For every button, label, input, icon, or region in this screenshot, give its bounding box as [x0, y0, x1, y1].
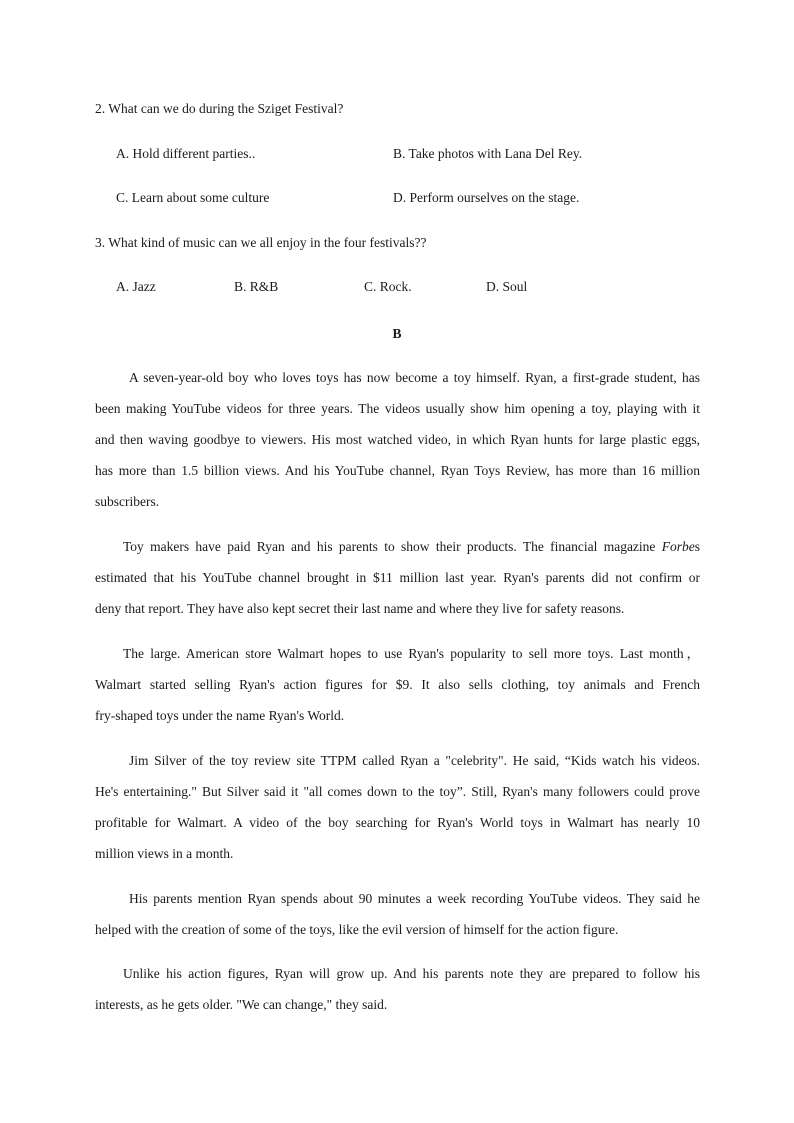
paragraph-line: interests, as he gets older. "We can change," they said.	[95, 997, 388, 1012]
paragraph-line: deny that report. They have also kept secret their last name and where they live for safety reasons.	[95, 601, 625, 616]
question-2-option-c: C. Learn about some culture	[116, 190, 270, 205]
paragraph-text: s	[694, 539, 700, 554]
paragraph-line: profitable for Walmart. A video of the boy searching for Ryan's World toys in Walmart has nearly 10	[95, 815, 700, 830]
paragraph-line: The large. American store Walmart hopes to use Ryan's popularity to sell more toys. Last month，	[123, 646, 700, 661]
question-3-option-b: B. R&B	[234, 279, 279, 294]
question-3-option-d: D. Soul	[486, 279, 528, 294]
question-3-option-a: A. Jazz	[116, 279, 156, 294]
paragraph-line-with-italic	[95, 531, 700, 562]
paragraph-line: estimated that his YouTube channel brought in $11 million last year. Ryan's parents did not confirm or	[95, 570, 700, 585]
paragraph-line: million views in a month.	[95, 846, 234, 861]
paragraph-line: fry-shaped toys under the name Ryan's World.	[95, 708, 345, 723]
paragraph-line: has more than 1.5 billion views. And his YouTube channel, Ryan Toys Review, has more than 16 million	[95, 463, 700, 478]
paragraph-line: His parents mention Ryan spends about 90 minutes a week recording YouTube videos. They said he	[129, 891, 700, 906]
paragraph-1	[95, 362, 700, 517]
paragraph-line: helped with the creation of some of the toys, like the evil version of himself for the action figure.	[95, 922, 619, 937]
paragraph-3	[95, 638, 700, 731]
question-3-stem: 3. What kind of music can we all enjoy in the four festivals??	[95, 235, 427, 250]
paragraph-line: Unlike his action figures, Ryan will grow up. And his parents note they are prepared to follow his	[123, 966, 700, 981]
section-title: B	[392, 326, 402, 341]
paragraph-4	[95, 745, 700, 869]
paragraph-text: Toy makers have paid Ryan and his parents to show their products. The financial magazine	[123, 539, 662, 554]
question-2-option-d: D. Perform ourselves on the stage.	[393, 190, 580, 205]
paragraph-line: He's entertaining." But Silver said it "all comes down to the toy”. Still, Ryan's many followers could prove	[95, 784, 700, 799]
paragraph-line: been making YouTube videos for three years. The videos usually show him opening a toy, playing with it	[95, 401, 700, 416]
question-2-option-a: A. Hold different parties..	[116, 146, 256, 161]
paragraph-line: Jim Silver of the toy review site TTPM called Ryan a "celebrity". He said, “Kids watch his videos.	[129, 753, 700, 768]
question-2-option-b: B. Take photos with Lana Del Rey.	[393, 146, 583, 161]
paragraph-6	[95, 958, 700, 1020]
question-2-stem: 2. What can we do during the Sziget Festival?	[95, 101, 344, 116]
paragraph-line: and then waving goodbye to viewers. His most watched video, in which Ryan hunts for large plastic eggs,	[95, 432, 700, 447]
magazine-title: Forbe	[661, 539, 695, 554]
paragraph-line: A seven-year-old boy who loves toys has now become a toy himself. Ryan, a first-grade student, has	[129, 370, 700, 385]
paragraph-line: Walmart started selling Ryan's action figures for $9. It also sells clothing, toy animals and French	[95, 677, 700, 692]
paragraph-5	[95, 883, 700, 945]
paragraph-line: subscribers.	[95, 494, 160, 509]
question-3-option-c: C. Rock.	[364, 279, 412, 294]
paragraph-2	[95, 531, 700, 624]
